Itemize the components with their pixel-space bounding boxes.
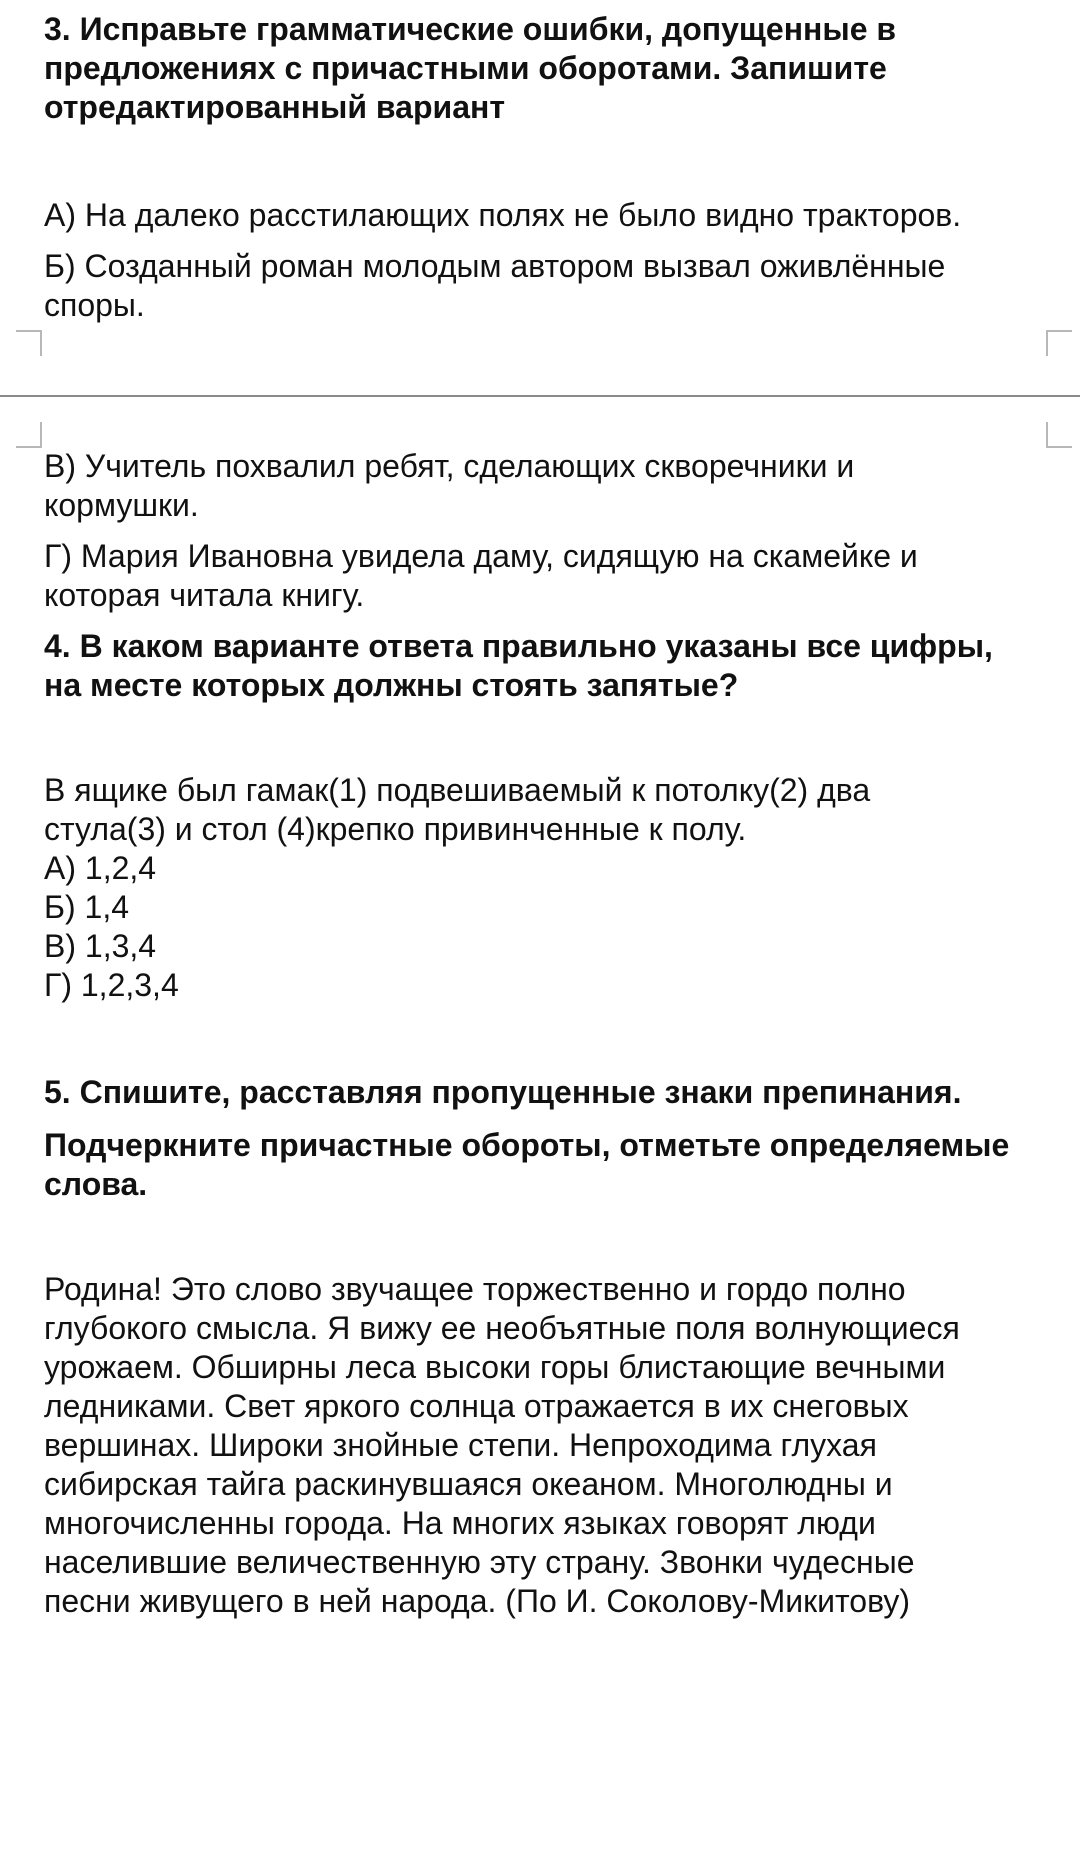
task3-item-a-text: А) На далеко расстилающих полях не было видно тракторов. [44,197,962,233]
task3-item-v-line-2: кормушки. [44,487,199,523]
task5-text-line-4: ледниками. Свет яркого солнца отражается в их снеговых [44,1388,909,1424]
task5-text-line-3: урожаем. Обширны леса высоки горы блистающие вечными [44,1349,946,1385]
task4-option-v: В) 1,3,4 [44,928,157,964]
task5-text-line-7: многочисленны города. На многих языках говорят люди [44,1505,876,1541]
page-corner-mark [1046,422,1072,448]
task5-subtitle [44,1126,1040,1204]
task3-item-g [44,537,1040,615]
task5-text-line-6: сибирская тайга раскинувшаяся океаном. Многолюдны и [44,1466,893,1502]
task5-text [44,1270,1040,1621]
task4-option-b: Б) 1,4 [44,889,130,925]
task3-title-line-2: предложениях с причастными оборотами. Запишите [44,50,887,86]
task5-text-line-8: населившие величественную эту страну. Звонки чудесные [44,1544,915,1580]
task3-item-g-line-2: которая читала книгу. [44,577,365,613]
task5-text-line-2: глубокого смысла. Я вижу ее необъятные поля волнующиеся [44,1310,960,1346]
task5-title [44,1073,1040,1112]
task5-text-line-9: песни живущего в ней народа. (По И. Соколову-Микитову) [44,1583,911,1619]
task3-item-g-line-1: Г) Мария Ивановна увидела даму, сидящую на скамейке и [44,538,918,574]
task3-item-v [44,447,1040,525]
page-corner-mark [16,330,42,356]
task3-title [44,10,1040,127]
task4-sentence-line-2: стула(3) и стол (4)крепко привинченные к полу. [44,811,747,847]
task4-title [44,627,1040,705]
task3-item-v-line-1: В) Учитель похвалил ребят, сделающих скворечники и [44,448,855,484]
task5-subtitle-line-2: слова. [44,1166,148,1202]
task3-item-b [44,247,1040,325]
task4-option-a: А) 1,2,4 [44,850,157,886]
document-page-1 [0,0,1080,395]
page-corner-mark [16,422,42,448]
task3-item-b-line-1: Б) Созданный роман молодым автором вызвал оживлённые [44,248,946,284]
page-corner-mark [1046,330,1072,356]
task3-title-line-3: отредактированный вариант [44,89,505,125]
document-page-2 [0,397,1080,1856]
task3-title-line-1: 3. Исправьте грамматические ошибки, допущенные в [44,11,897,47]
task4-option-g: Г) 1,2,3,4 [44,967,179,1003]
task4-sentence-line-1: В ящике был гамак(1) подвешиваемый к потолку(2) два [44,772,871,808]
task4-body [44,771,1040,1005]
task4-title-line-1: 4. В каком варианте ответа правильно указаны все цифры, [44,628,993,664]
task5-text-line-5: вершинах. Широки знойные степи. Непроходима глухая [44,1427,877,1463]
task5-text-line-1: Родина! Это слово звучащее торжественно и гордо полно [44,1271,906,1307]
task5-subtitle-line-1: Подчеркните причастные обороты, отметьте определяемые [44,1127,1010,1163]
task5-title-line: 5. Спишите, расставляя пропущенные знаки препинания. [44,1074,962,1110]
task3-item-b-line-2: споры. [44,287,145,323]
task3-item-a [44,196,1040,235]
task4-title-line-2: на месте которых должны стоять запятые? [44,667,739,703]
